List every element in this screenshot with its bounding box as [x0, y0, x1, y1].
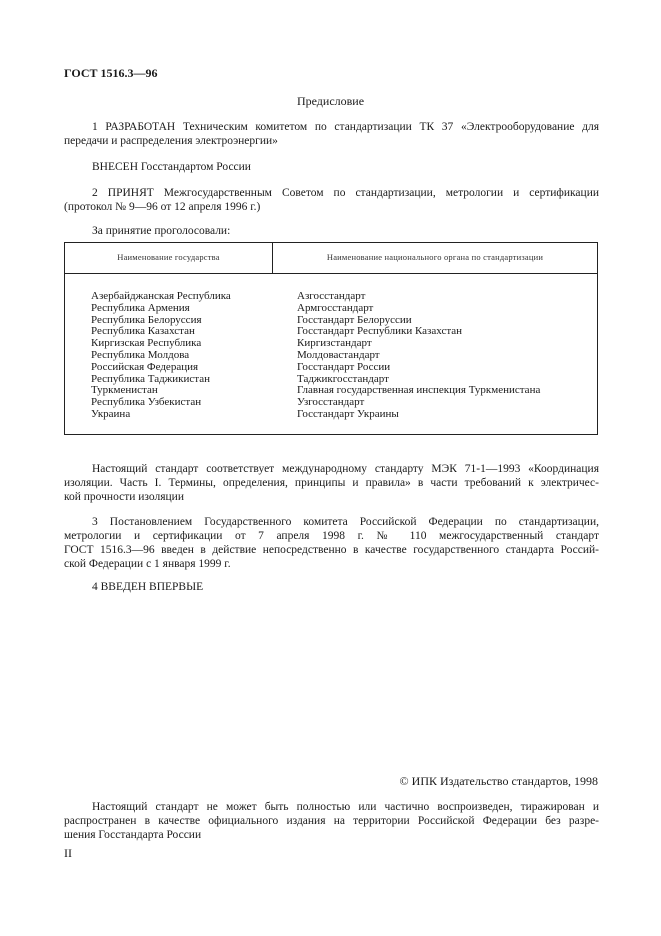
table-cell-organ: Госстандарт Республики Казахстан [297, 325, 463, 338]
table-cell-organ: Армгосстандарт [297, 301, 374, 314]
table-cell-state: Российская Федерация [91, 360, 199, 373]
voting-table [64, 242, 598, 435]
table-cell-state: Республика Молдова [91, 348, 190, 361]
paragraph-line: шения Госстандарта России [64, 829, 202, 841]
paragraph-line: Настоящий стандарт соответствует международному стандарту МЭК 71-1—1993 «Координация [92, 463, 599, 475]
reproduction-notice [64, 800, 599, 842]
table-cell-state: Украина [91, 407, 131, 420]
paragraph-line: 1 РАЗРАБОТАН Техническим комитетом по стандартизации ТК 37 «Электрооборудование для [92, 121, 599, 133]
table-cell-organ: Киргизстандарт [297, 337, 372, 350]
paragraph-enacted [64, 515, 599, 571]
table-header-organ: Наименование национального органа по стандартизации [326, 252, 544, 262]
paragraph-introduced: ВНЕСЕН Госстандартом России [92, 161, 251, 173]
paragraph-developed [64, 120, 599, 148]
states-column [91, 291, 231, 421]
table-cell-state: Республика Казахстан [91, 325, 195, 338]
paragraph-line: метрологии и сертификации от 7 апреля 1998 г. № 110 межгосударственный стандарт [64, 530, 599, 542]
paragraph-adopted [64, 186, 599, 214]
document-code: ГОСТ 1516.3—96 [64, 66, 158, 80]
paragraph-line: кой прочности изоляции [64, 491, 184, 503]
paragraph-line: (протокол № 9—96 от 12 апреля 1996 г.) [64, 201, 261, 213]
table-cell-organ: Азгосстандарт [297, 290, 366, 302]
table-cell-state: Республика Белоруссия [91, 313, 202, 326]
page-number: II [64, 846, 72, 860]
table-cell-organ: Таджикгосстандарт [297, 372, 389, 385]
table-header-state: Наименование государства [117, 252, 220, 262]
table-cell-organ: Главная государственная инспекция Туркменистана [297, 384, 541, 397]
table-cell-state: Республика Таджикистан [91, 372, 210, 385]
paragraph-line: Настоящий стандарт не может быть полностью или частично воспроизведен, тиражирован и [92, 801, 599, 813]
table-cell-organ: Госстандарт России [297, 360, 391, 373]
preface-title: Предисловие [296, 94, 365, 108]
copyright-notice: © ИПК Издательство стандартов, 1998 [399, 774, 598, 788]
paragraph-line: 2 ПРИНЯТ Межгосударственным Советом по стандартизации, метрологии и сертификации [92, 187, 599, 199]
paragraph-line: передачи и распределения электроэнергии» [64, 135, 278, 147]
paragraph-line: 3 Постановлением Государственного комитета Российской Федерации по стандартизации, [92, 516, 599, 528]
table-cell-organ: Молдовастандарт [297, 348, 380, 361]
paragraph-line: ской Федерации с 1 января 1999 г. [64, 558, 231, 570]
paragraph-first-introduced: 4 ВВЕДЕН ВПЕРВЫЕ [92, 581, 204, 593]
table-cell-organ: Госстандарт Белоруссии [297, 313, 412, 326]
table-cell-state: Киргизская Республика [91, 337, 202, 350]
voted-label: За принятие проголосовали: [92, 225, 231, 237]
organs-column [297, 291, 540, 421]
paragraph-conformity [64, 462, 599, 504]
table-cell-organ: Госстандарт Украины [297, 407, 399, 420]
table-cell-organ: Узгосстандарт [297, 396, 365, 409]
table-cell-state: Туркменистан [91, 384, 158, 397]
table-cell-state: Республика Армения [91, 301, 190, 314]
table-cell-state: Азербайджанская Республика [91, 290, 231, 302]
paragraph-line: ГОСТ 1516.3—96 введен в действие непосредственно в качестве государственного стандарта Россий- [64, 544, 599, 556]
paragraph-line: изоляции. Часть I. Термины, определения, принципы и правила» в части требований к электричес- [64, 477, 599, 489]
table-cell-state: Республика Узбекистан [91, 396, 202, 409]
paragraph-line: распространен в качестве официального издания на территории Российской Федерации без разре- [64, 815, 599, 827]
